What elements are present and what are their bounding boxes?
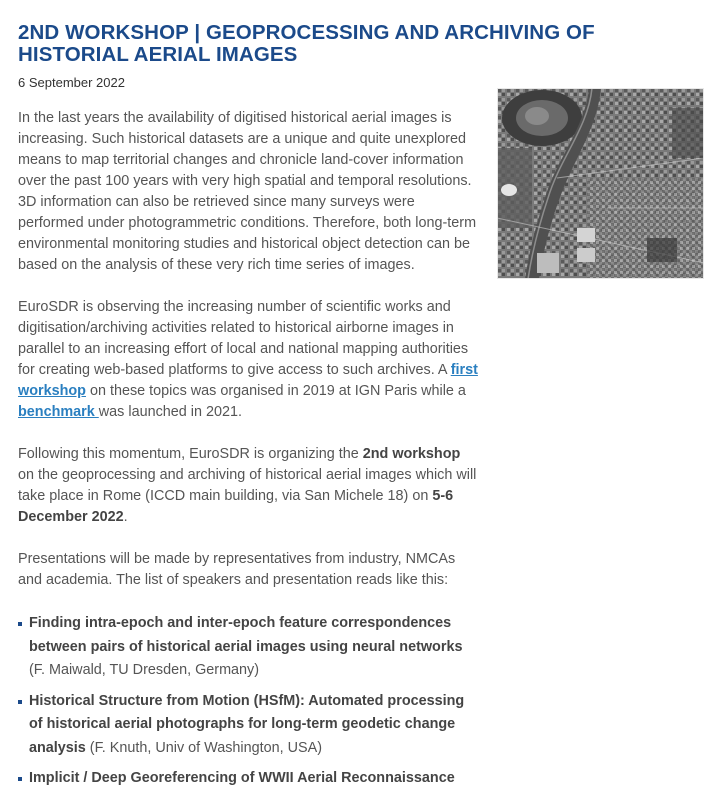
list-item — [18, 612, 480, 683]
workshop-dates: 5-6 December 2022 — [18, 488, 454, 525]
speaker-affiliation: (F. Maiwald, TU Dresden, Germany) — [29, 662, 260, 678]
square-bullet-icon — [18, 622, 22, 626]
speaker-list — [18, 612, 480, 791]
paragraph-text: on the geoprocessing and archiving of historical aerial images which will take place in Rome (ICCD main building, via San Michele 18) on — [18, 467, 477, 504]
aerial-image — [497, 88, 704, 279]
paragraph-text: EuroSDR is observing the increasing number of scientific works and digitisation/archiving activities related to historical airborne images in parallel to an increasing effort of local and national mapping authorities for creating web-based platforms to give access to such archives. A — [18, 299, 469, 378]
paragraph-text: Following this momentum, EuroSDR is organizing the — [18, 446, 363, 462]
list-item — [18, 767, 480, 791]
paragraph-text: on these topics was organised in 2019 at IGN Paris while a — [85, 383, 466, 399]
announcement-paragraph — [18, 444, 480, 528]
speaker-affiliation: (F. Knuth, Univ of Washington, USA) — [85, 739, 323, 756]
page-title: 2ND WORKSHOP | GEOPROCESSING AND ARCHIVING OF HISTORIAL AERIAL IMAGES — [18, 21, 595, 66]
workshop-name: 2nd workshop — [362, 446, 461, 462]
article-body — [18, 108, 480, 798]
paragraph-text: was launched in 2021. — [98, 404, 242, 420]
talk-title: Historical Structure from Motion (HSfM): Automated processing of historical aerial photographs for long-term geodetic change analysis — [29, 692, 465, 756]
list-item — [18, 690, 480, 761]
article-header — [18, 22, 708, 91]
intro-paragraph: In the last years the availability of digitised historical aerial images is increasing. Such historical datasets are a unique and quite unexplored means to map territorial changes and chronicle land-cover information over the past 100 years with very high spatial and temporal resolutions. 3D information can also be retrieved since many surveys were performed under photogrammetric conditions. Therefore, both long-term environmental monitoring studies and historical object detection can be based on the analysis of these very rich time series of images. — [18, 110, 477, 273]
square-bullet-icon — [18, 777, 22, 781]
paragraph-text: . — [123, 509, 128, 525]
talk-title: Finding intra-epoch and inter-epoch feature correspondences between pairs of historical aerial images using neural networks — [29, 615, 463, 655]
aerial-photo-graphic — [497, 88, 704, 279]
square-bullet-icon — [18, 700, 22, 704]
talk-title: Implicit / Deep Georeferencing of WWII Aerial Reconnaissance — [29, 770, 455, 786]
publish-date: 6 September 2022 — [18, 75, 125, 90]
benchmark-link[interactable]: benchmark — [18, 404, 99, 420]
background-paragraph — [18, 297, 480, 423]
presentations-intro: Presentations will be made by representatives from industry, NMCAs and academia. The list of speakers and presentation reads like this: — [18, 551, 456, 588]
first-workshop-link[interactable]: first workshop — [18, 362, 478, 399]
